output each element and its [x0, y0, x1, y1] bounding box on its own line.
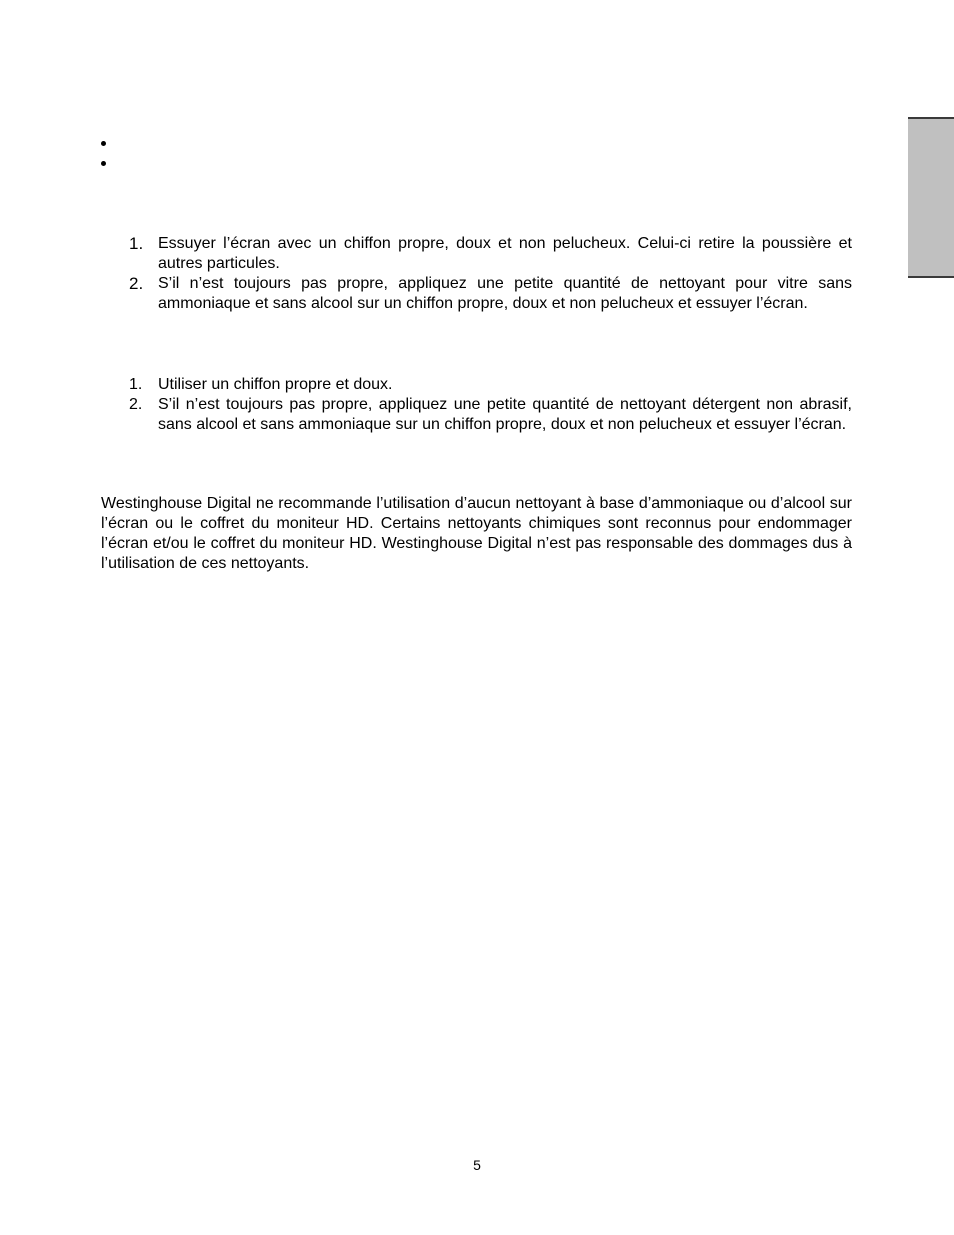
screen-cleaning-steps: [101, 234, 852, 314]
page-number: 5: [473, 1157, 481, 1173]
bullet-item: [101, 154, 106, 174]
section-side-tab: [908, 117, 954, 278]
list-item: [101, 234, 852, 274]
list-item-text: Essuyer l’écran avec un chiffon propre, doux et non pelucheux. Celui-ci retire la poussière et autres particules.: [158, 235, 852, 272]
list-item: [101, 375, 852, 395]
list-item-number: 2.: [129, 274, 144, 293]
disclaimer-paragraph: Westinghouse Digital ne recommande l’utilisation d’aucun nettoyant à base d’ammoniaque ou d’alcool sur l’écran ou le coffret du moniteur HD. Certains nettoyants chimiques sont reconnus pour endommager l’écran et/ou le coffret du moniteur HD. Westinghouse Digital n’est pas responsable des dommages dus à l’utilisation de ces nettoyants.: [101, 495, 852, 572]
bullet-dot-icon: [101, 161, 106, 166]
list-item-text: Utiliser un chiffon propre et doux.: [158, 376, 393, 393]
bullet-dot-icon: [101, 141, 106, 146]
bullet-item: [101, 134, 106, 154]
list-item: [101, 274, 852, 314]
list-item-text: S’il n’est toujours pas propre, appliquez une petite quantité de nettoyant pour vitre sans ammoniaque et sans alcool sur un chiffon propre, doux et non pelucheux et essuyer l’écran.: [158, 275, 852, 312]
list-item-number: 2.: [129, 396, 143, 413]
list-item-number: 1.: [129, 234, 144, 253]
list-item-number: 1.: [129, 376, 143, 393]
cabinet-cleaning-steps: [101, 375, 852, 435]
list-item-text: S’il n’est toujours pas propre, appliquez une petite quantité de nettoyant détergent non abrasif, sans alcool et sans ammoniaque sur un chiffon propre, doux et non pelucheux et essuyer l’écran.: [158, 396, 852, 433]
bullet-list: [101, 134, 106, 174]
list-item: [101, 395, 852, 435]
